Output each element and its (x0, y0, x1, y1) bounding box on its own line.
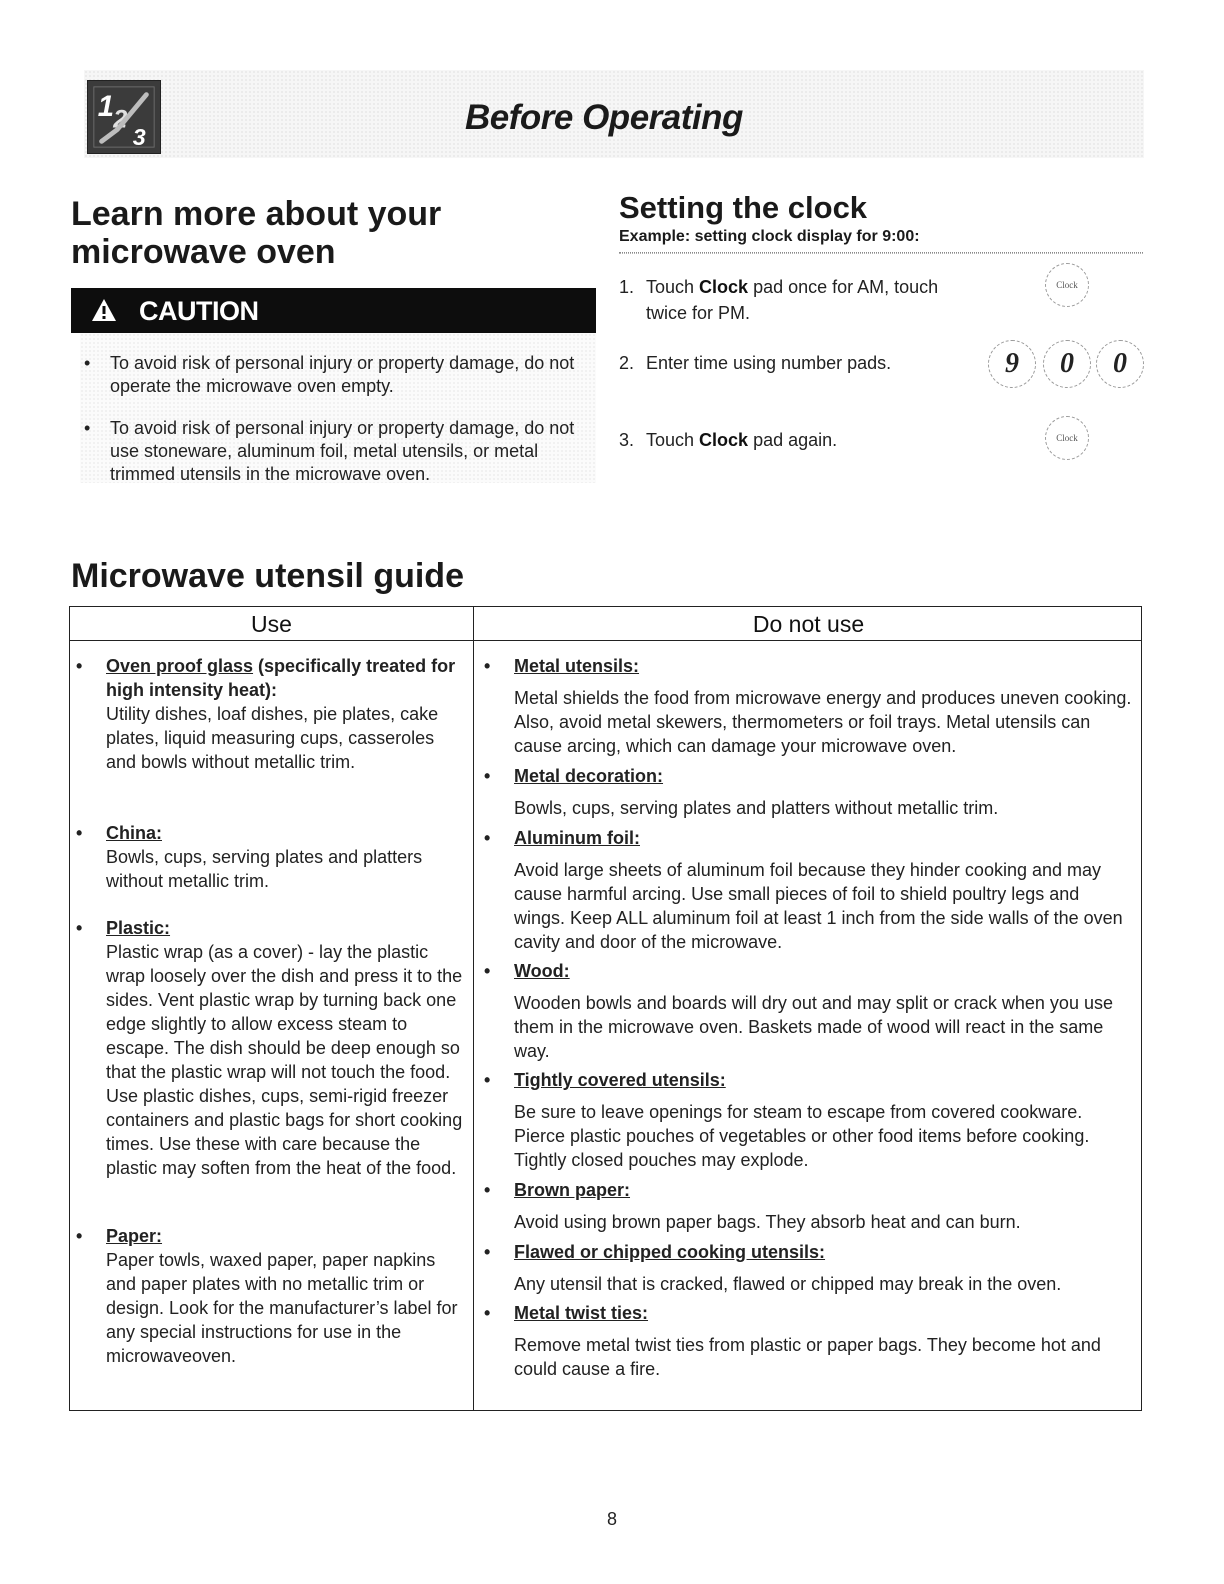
donot-item-desc: Any utensil that is cracked, flawed or chipped may break in the oven. (514, 1274, 1062, 1294)
clock-pad-icon (1045, 416, 1089, 460)
clock-step (619, 427, 949, 453)
donot-item-label: Aluminum foil: (514, 828, 640, 848)
use-item-content (76, 916, 466, 1180)
step-text-post: pad once for AM, touch twice for PM. (646, 277, 939, 323)
donot-item-label: Tightly covered utensils: (514, 1070, 726, 1090)
header-rule (70, 640, 1141, 641)
donot-item-desc: Bowls, cups, serving plates and platters without metallic trim. (514, 798, 999, 818)
bullet-icon: • (484, 656, 491, 676)
use-item-label: Oven proof glass (106, 656, 254, 676)
use-item-desc: Paper towls, waxed paper, paper napkins and paper plates with no metallic trim or design. Look for the manufacturer’s label for any special instructions for use in the microwaveoven. (106, 1250, 458, 1366)
step-text-pre: Touch (646, 430, 700, 450)
column-header-use: Use (251, 611, 292, 637)
donot-item-label: Metal decoration: (514, 766, 664, 786)
steps-logo-graphic (88, 81, 160, 153)
section-title-learn-more (71, 195, 571, 271)
donot-item-desc: Remove metal twist ties from plastic or paper bags. They become hot and could cause a fire. (514, 1335, 1101, 1379)
learn-title-line1: Learn more about your (71, 195, 442, 233)
use-item-content (76, 1224, 466, 1368)
bullet-icon: • (76, 918, 83, 938)
donot-item-label: Brown paper: (514, 1180, 631, 1200)
step-number: 3. (619, 430, 635, 450)
clock-pad-label: Clock (1056, 280, 1078, 290)
donot-item-desc: Avoid large sheets of aluminum foil because they hinder cooking and may cause harmful arcing. Use small pieces of foil to shield poultry legs and wings. Keep ALL aluminum foil at least 1 inch from the side walls of the oven cavity and door of the microwave. (514, 860, 1123, 952)
number-pad-digit: 0 (1060, 348, 1074, 379)
use-list-item (76, 1224, 466, 1368)
utensil-guide-table (69, 606, 1142, 1411)
step-number: 2. (619, 353, 635, 373)
clock-pad-label: Clock (1056, 433, 1078, 443)
steps-logo-icon (87, 80, 161, 154)
bullet-icon: • (484, 1180, 491, 1200)
bullet-icon: • (484, 828, 491, 848)
donot-item-desc: Metal shields the food from microwave energy and produces uneven cooking. Also, avoid metal skewers, thermometers or foil trays. Metal utensils can cause arcing, which can damage your microwave oven. (514, 688, 1132, 756)
clock-example-subtitle: Example: setting clock display for 9:00: (619, 228, 920, 245)
use-list-item (76, 916, 466, 1180)
use-item-label: Plastic: (106, 918, 171, 938)
number-pad-icon (1096, 340, 1144, 388)
use-item-label: China: (106, 823, 162, 843)
section-title-clock: Setting the clock (619, 190, 868, 225)
caution-item (84, 352, 592, 398)
caution-label: CAUTION (139, 296, 259, 326)
donot-list-item (484, 1178, 1134, 1234)
step-text (619, 350, 949, 376)
use-item-desc: Utility dishes, loaf dishes, pie plates, cake plates, liquid measuring cups, casseroles and bowls without metallic trim. (106, 704, 439, 772)
donot-item-label: Flawed or chipped cooking utensils: (514, 1242, 826, 1262)
bullet-icon: • (76, 656, 83, 676)
use-item-content (76, 821, 466, 893)
caution-item (84, 417, 592, 486)
step-text-pre: Touch (646, 277, 700, 297)
use-item-content (76, 654, 466, 774)
clock-step (619, 350, 949, 376)
use-list-item (76, 821, 466, 893)
caution-item-text: To avoid risk of personal injury or property damage, do not operate the microwave oven empty. (110, 353, 575, 396)
use-list-item (76, 654, 466, 774)
donot-item-desc: Be sure to leave openings for steam to escape from covered cookware. Pierce plastic pouches of vegetables or other food items before cooking. Tightly closed pouches may explode. (514, 1102, 1090, 1170)
use-item-desc: Bowls, cups, serving plates and platters without metallic trim. (106, 847, 423, 891)
donot-list-item (484, 1301, 1134, 1381)
column-header-do-not-use: Do not use (752, 611, 865, 637)
column-divider (473, 607, 474, 1410)
step-text-post: pad again. (748, 430, 838, 450)
page-title: Before Operating (465, 98, 743, 137)
bullet-icon: • (84, 418, 91, 438)
step-text (619, 274, 949, 326)
svg-text:1: 1 (97, 91, 114, 124)
bullet-icon: • (84, 353, 91, 373)
donot-item-label: Wood: (514, 961, 570, 981)
number-pad-icon (988, 340, 1036, 388)
donot-item-label: Metal utensils: (514, 656, 640, 676)
caution-item-text: To avoid risk of personal injury or property damage, do not use stoneware, aluminum foil, metal utensils, or metal trimmed utensils in the microwave oven. (110, 418, 575, 484)
donot-list-item (484, 1240, 1134, 1296)
bullet-icon: • (76, 823, 83, 843)
donot-list-item (484, 1068, 1134, 1172)
donot-list-item (484, 959, 1134, 1063)
donot-list-item (484, 764, 1134, 820)
bullet-icon: • (484, 1303, 491, 1323)
divider (619, 252, 1143, 254)
bullet-icon: • (484, 961, 491, 981)
use-item-label: Paper: (106, 1226, 163, 1246)
svg-text:2: 2 (113, 105, 128, 134)
step-text-bold: Clock (699, 430, 749, 450)
step-text-bold: Clock (699, 277, 749, 297)
clock-pad-icon (1045, 263, 1089, 307)
donot-item-desc: Wooden bowls and boards will dry out and may split or crack when you use them in the microwave oven. Baskets made of wood will react in the same way. (514, 993, 1113, 1061)
step-number: 1. (619, 277, 635, 297)
number-pad-digit: 9 (1005, 348, 1019, 379)
use-item-label-tail: (specifically treated for high intensity heat): (106, 656, 456, 700)
section-title-utensil-guide: Microwave utensil guide (71, 557, 464, 595)
page-number: 8 (606, 1509, 617, 1529)
donot-list-item (484, 826, 1134, 954)
bullet-icon: • (76, 1226, 83, 1246)
donot-item-label: Metal twist ties: (514, 1303, 649, 1323)
donot-item-desc: Avoid using brown paper bags. They absorb heat and can burn. (514, 1212, 1021, 1232)
caution-banner (71, 288, 596, 333)
learn-title-line2: microwave oven (71, 233, 336, 271)
warning-triangle-icon (91, 298, 117, 322)
number-pad-icon (1043, 340, 1091, 388)
donot-list-item (484, 654, 1134, 758)
bullet-icon: • (484, 1070, 491, 1090)
bullet-icon: • (484, 766, 491, 786)
svg-text:3: 3 (132, 124, 146, 151)
use-item-desc: Plastic wrap (as a cover) - lay the plastic wrap loosely over the dish and press it to the sides. Vent plastic wrap by turning back one edge slightly to allow excess steam to escape. The dish should be deep enough so that the plastic wrap will not touch the food. Use plastic dishes, cups, semi-rigid freezer containers and plastic bags for short cooking times. Use these with care because the plastic may soften from the heat of the food. (106, 942, 463, 1178)
number-pad-digit: 0 (1113, 348, 1127, 379)
clock-step (619, 274, 949, 326)
step-text-pre: Enter time using number pads. (646, 353, 892, 373)
step-text (619, 427, 949, 453)
bullet-icon: • (484, 1242, 491, 1262)
